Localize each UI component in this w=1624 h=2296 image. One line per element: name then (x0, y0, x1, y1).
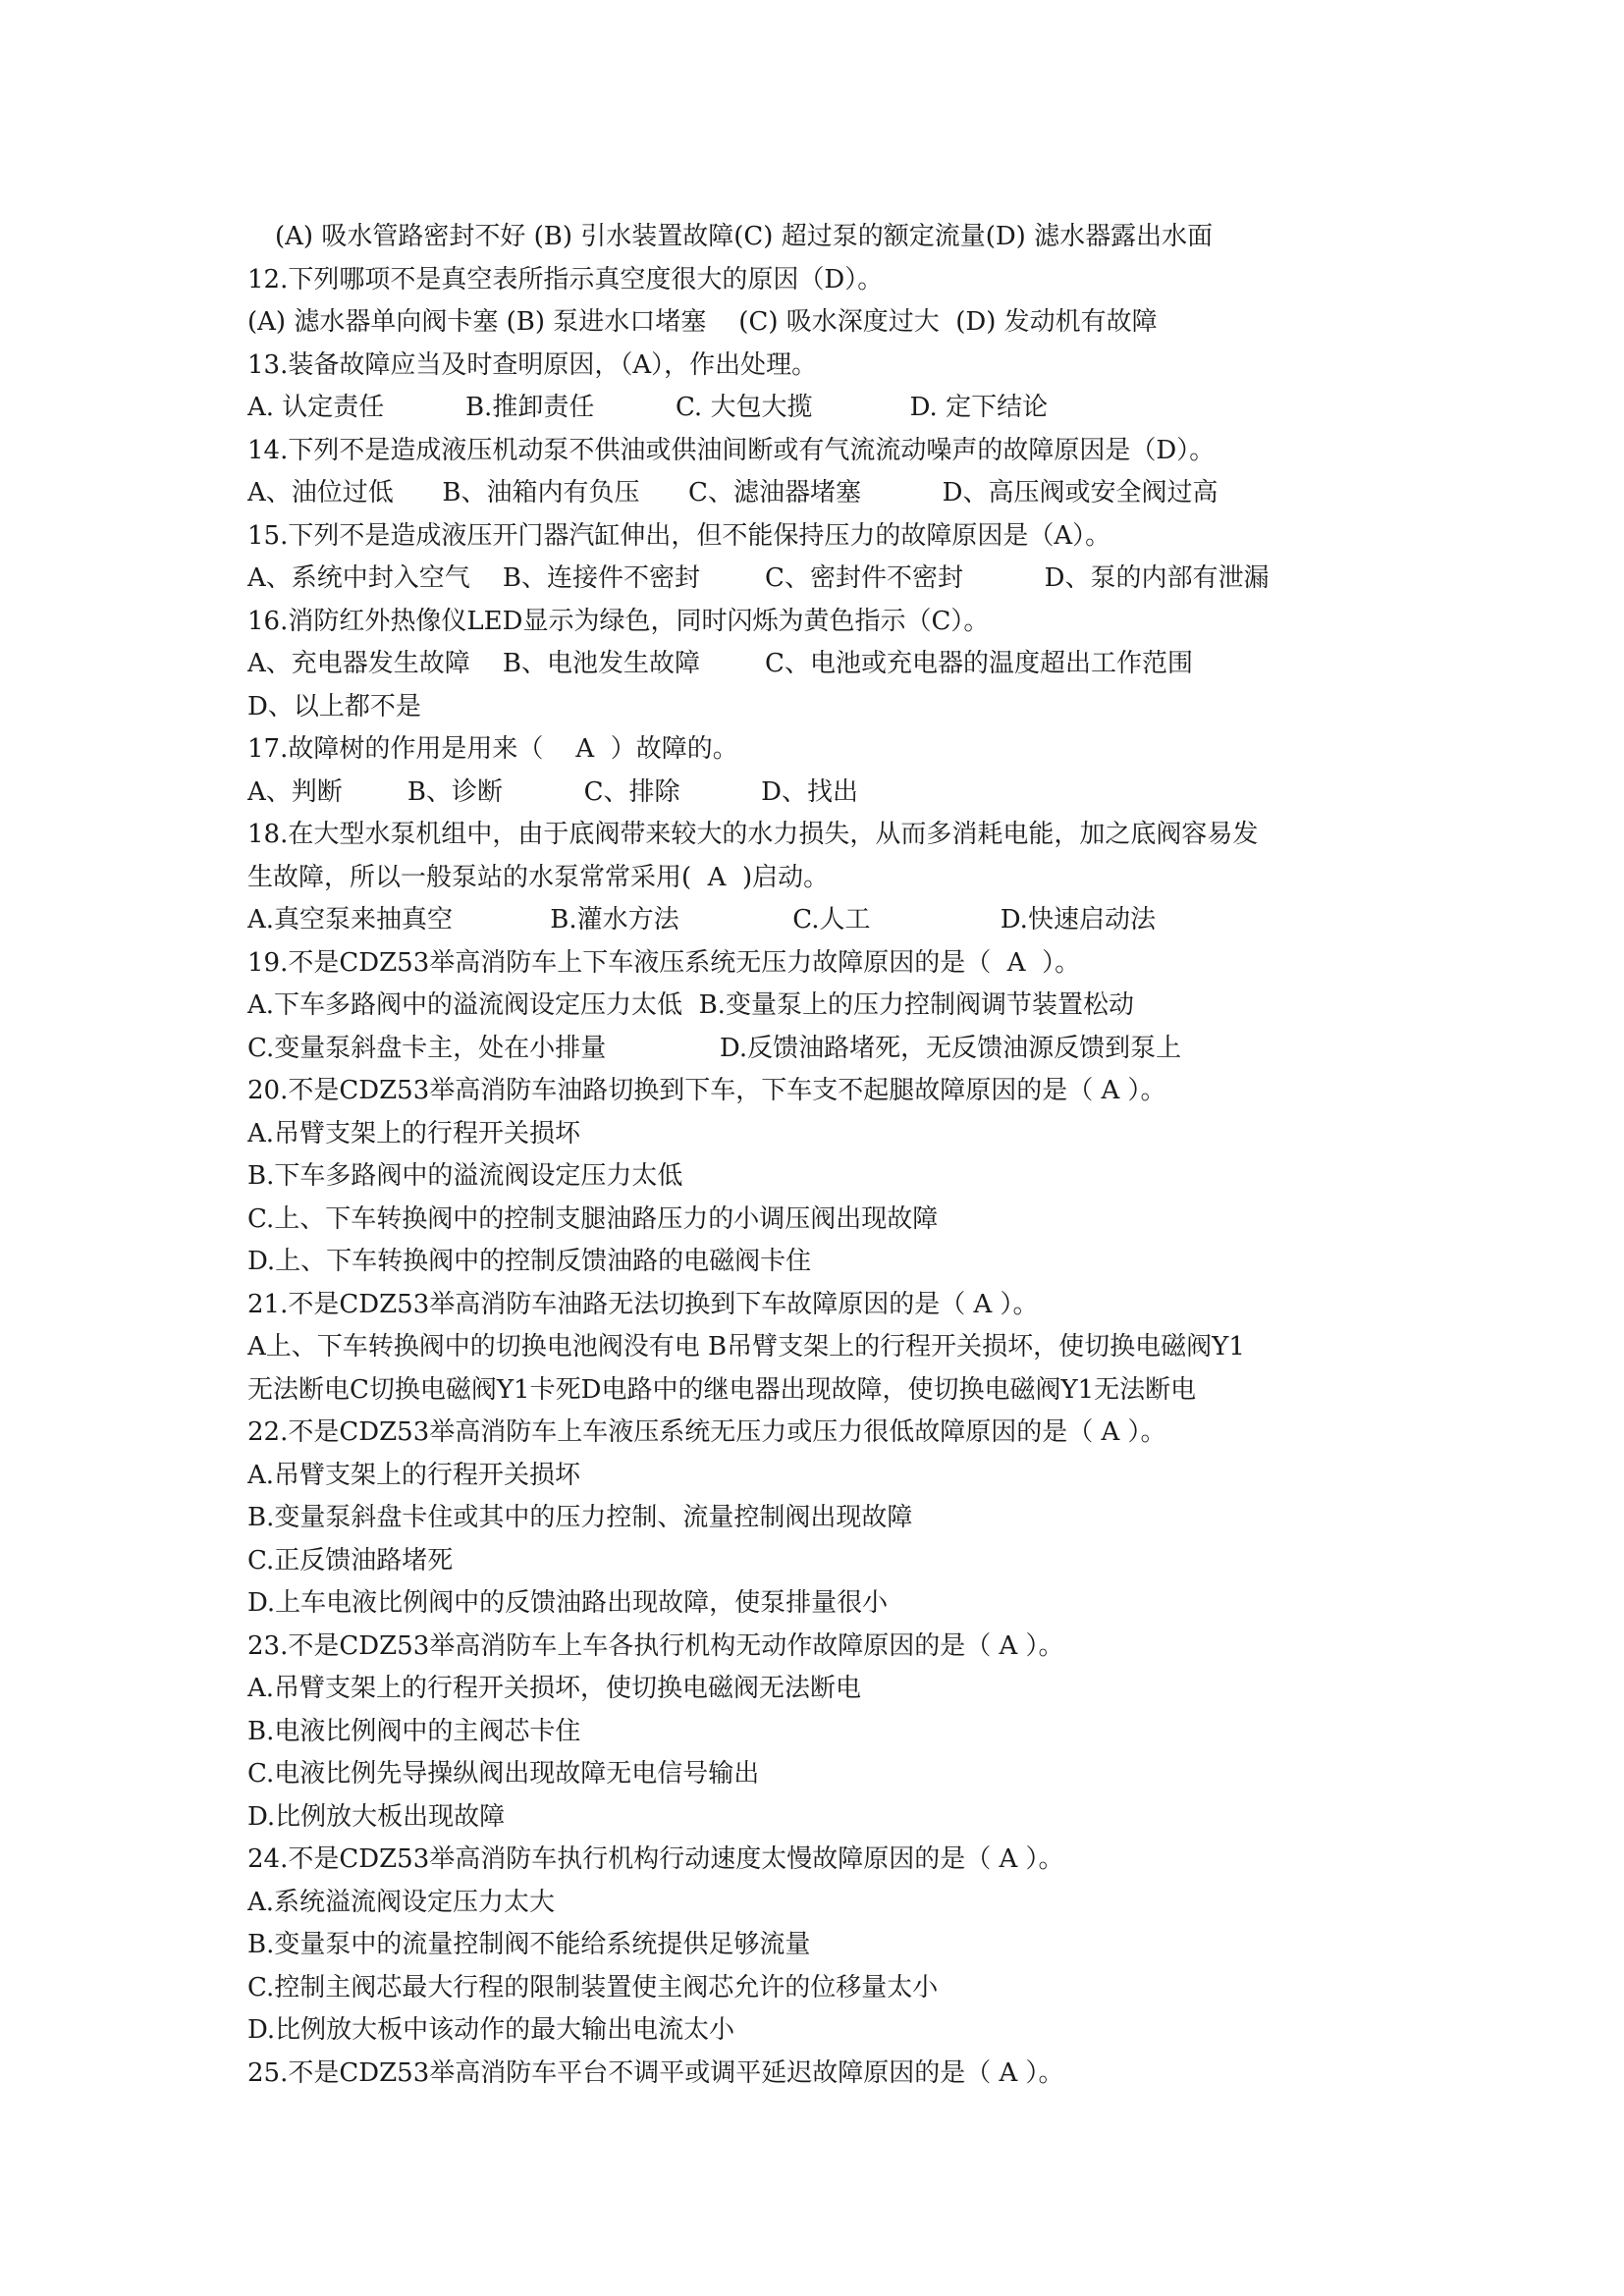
q22-option-b: B.变量泵斜盘卡住或其中的压力控制、流量控制阀出现故障 (247, 1503, 913, 1532)
q21-options-cont: 无法断电C切换电磁阀Y1卡死D电路中的继电器出现故障，使切换电磁阀Y1无法断电 (247, 1374, 1197, 1405)
q23-text: 23.不是CDZ53举高消防车上车各执行机构无动作故障原因的是（ A ）。 (247, 1630, 1064, 1661)
q17-text: 17.故障树的作用是用来（ A ）故障的。 (247, 734, 738, 764)
q18-text-cont: 生故障，所以一般泵站的水泵常常采用( A )启动。 (247, 862, 830, 892)
question-list (247, 216, 1406, 2095)
q12-text: 12.下列哪项不是真空表所指示真空度很大的原因（D）。 (247, 264, 884, 294)
q12-options: (A) 滤水器单向阀卡塞 (B) 泵进水口堵塞 (C) 吸水深度过大 (D) 发动机有故障 (247, 307, 1158, 337)
q16-text: 16.消防红外热像仪LED显示为绿色，同时闪烁为黄色指示（C）。 (247, 606, 990, 636)
q24-option-d: D.比例放大板中该动作的最大输出电流太小 (247, 2015, 735, 2045)
q21-text: 21.不是CDZ53举高消防车油路无法切换到下车故障原因的是（ A ）。 (247, 1289, 1039, 1319)
q14-text: 14.下列不是造成液压机动泵不供油或供油间断或有气流流动噪声的故障原因是（D）。 (247, 435, 1216, 465)
q23-option-a: A.吊臂支架上的行程开关损坏，使切换电磁阀无法断电 (247, 1674, 862, 1703)
q19-options-ab: A.下车多路阀中的溢流阀设定压力太低 B.变量泵上的压力控制阀调节装置松动 (247, 990, 1134, 1020)
q25-text: 25.不是CDZ53举高消防车平台不调平或调平延迟故障原因的是（ A ）。 (247, 2057, 1064, 2088)
q20-text: 20.不是CDZ53举高消防车油路切换到下车，下车支不起腿故障原因的是（ A ）。 (247, 1076, 1166, 1105)
q23-option-b: B.电液比例阀中的主阀芯卡住 (247, 1716, 581, 1746)
q18-text: 18.在大型水泵机组中，由于底阀带来较大的水力损失，从而多消耗电能，加之底阀容易发 (247, 820, 1259, 849)
q19-text: 19.不是CDZ53举高消防车上下车液压系统无压力故障原因的是（ A ）。 (247, 947, 1081, 978)
q16-option-d: D、以上都不是 (247, 691, 421, 721)
q22-text: 22.不是CDZ53举高消防车上车液压系统无压力或压力很低故障原因的是（ A ）。 (247, 1417, 1166, 1447)
q24-text: 24.不是CDZ53举高消防车执行机构行动速度太慢故障原因的是（ A ）。 (247, 1844, 1064, 1874)
q22-option-d: D.上车电液比例阀中的反馈油路出现故障，使泵排量很小 (247, 1588, 889, 1618)
q20-option-c: C.上、下车转换阀中的控制支腿油路压力的小调压阀出现故障 (247, 1203, 939, 1234)
q13-options: A. 认定责任 B.推卸责任 C. 大包大揽 D. 定下结论 (247, 393, 1049, 422)
q24-option-b: B.变量泵中的流量控制阀不能给系统提供足够流量 (247, 1930, 811, 1959)
q14-options: A、油位过低 B、油箱内有负压 C、滤油器堵塞 D、高压阀或安全阀过高 (247, 478, 1218, 507)
q13-text: 13.装备故障应当及时查明原因，（A），作出处理。 (247, 349, 818, 380)
q15-text: 15.下列不是造成液压开门器汽缸伸出，但不能保持压力的故障原因是（A）。 (247, 520, 1111, 551)
q11-options: (A) 吸水管路密封不好 (B) 引水装置故障(C) 超过泵的额定流量(D) 滤水器露出水面 (275, 222, 1214, 251)
q22-option-a: A.吊臂支架上的行程开关损坏 (247, 1460, 581, 1490)
q21-options: A上、下车转换阀中的切换电池阀没有电 B吊臂支架上的行程开关损坏，使切换电磁阀Y1 (247, 1332, 1245, 1362)
q18-options: A.真空泵来抽真空 B.灌水方法 C.人工 D.快速启动法 (247, 905, 1156, 934)
q23-option-c: C.电液比例先导操纵阀出现故障无电信号输出 (247, 1759, 760, 1789)
q22-option-c: C.正反馈油路堵死 (247, 1545, 454, 1575)
q17-options: A、判断 B、诊断 C、排除 D、找出 (247, 776, 859, 807)
q20-option-b: B.下车多路阀中的溢流阀设定压力太低 (247, 1161, 683, 1191)
q15-options: A、系统中封入空气 B、连接件不密封 C、密封件不密封 D、泵的内部有泄漏 (247, 563, 1270, 593)
q16-options: A、充电器发生故障 B、电池发生故障 C、电池或充电器的温度超出工作范围 (247, 649, 1193, 678)
q20-option-a: A.吊臂支架上的行程开关损坏 (247, 1118, 581, 1148)
q24-option-a: A.系统溢流阀设定压力太大 (247, 1887, 556, 1917)
q23-option-d: D.比例放大板出现故障 (247, 1801, 506, 1832)
q24-option-c: C.控制主阀芯最大行程的限制装置使主阀芯允许的位移量太小 (247, 1972, 939, 2002)
q20-option-d: D.上、下车转换阀中的控制反馈油路的电磁阀卡住 (247, 1247, 812, 1276)
q19-options-cd: C.变量泵斜盘卡主，处在小排量 D.反馈油路堵死，无反馈油源反馈到泵上 (247, 1033, 1182, 1063)
